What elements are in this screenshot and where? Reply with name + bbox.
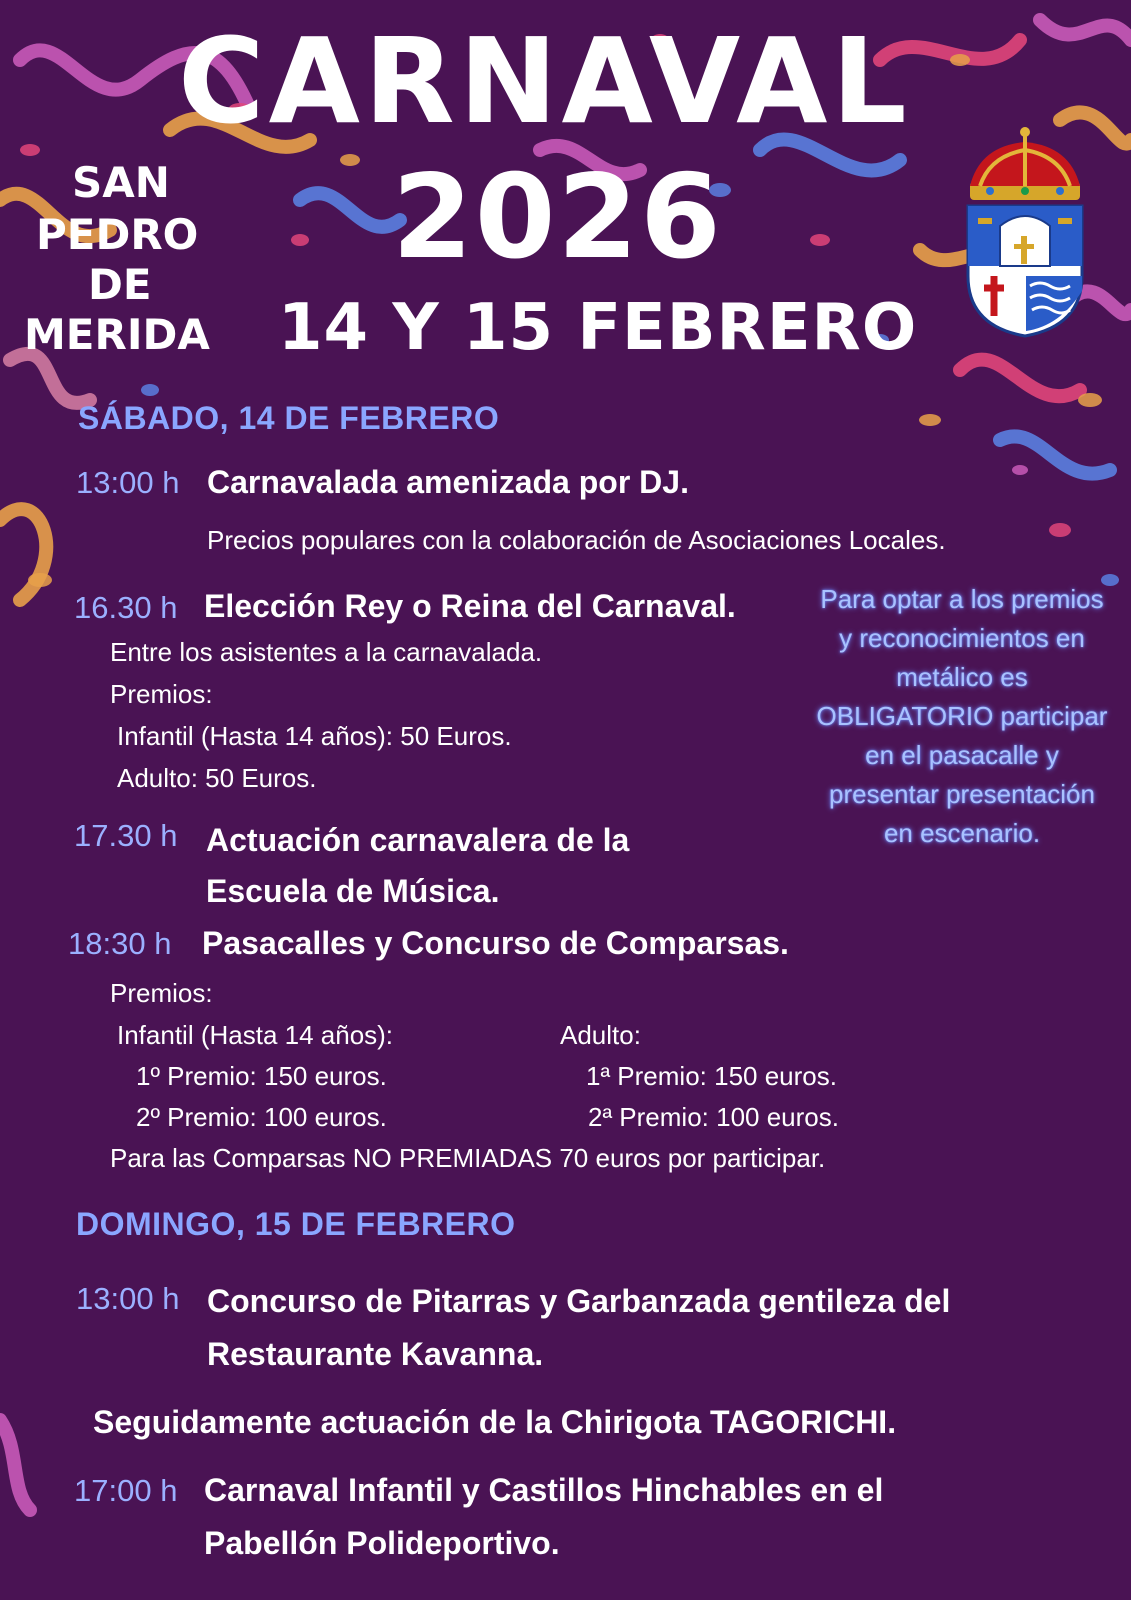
prize-item: 2º Premio: 100 euros. (136, 1102, 387, 1132)
prize-item: 1ª Premio: 150 euros. (586, 1061, 837, 1091)
event-detail: Entre los asistentes a la carnavalada. (110, 637, 543, 667)
prize-requirement-note: Para optar a los premios y reconocimientos en metálico es OBLIGATORIO participar en el pasacalle y presentar presentación en escenario. (816, 584, 1108, 848)
poster-title: CARNAVAL (178, 12, 911, 150)
event-detail: Adulto: 50 Euros. (117, 763, 317, 793)
event-title: Restaurante Kavanna. (207, 1336, 544, 1372)
coat-of-arms-icon (960, 126, 1090, 340)
event-time: 13:00 h (76, 465, 180, 500)
saturday-heading: SÁBADO, 14 DE FEBRERO (78, 400, 500, 436)
prize-item: 2ª Premio: 100 euros. (588, 1102, 839, 1132)
event-time: 18:30 h (68, 926, 172, 961)
event-title: Pabellón Polideportivo. (204, 1525, 560, 1561)
event-title: Escuela de Música. (206, 873, 500, 909)
event-detail: Premios: (110, 679, 213, 709)
event-time: 16.30 h (74, 590, 178, 625)
town-line-3: DE (88, 260, 152, 309)
poster-year: 2026 (392, 150, 723, 285)
non-awarded-note: Para las Comparsas NO PREMIADAS 70 euros por participar. (110, 1143, 826, 1173)
prize-category: Infantil (Hasta 14 años): (117, 1020, 394, 1050)
event-time: 17.30 h (74, 818, 178, 853)
event-title: Concurso de Pitarras y Garbanzada gentileza del (207, 1283, 951, 1319)
event-title: Pasacalles y Concurso de Comparsas. (202, 925, 789, 961)
prize-item: 1º Premio: 150 euros. (136, 1061, 387, 1091)
sunday-heading: DOMINGO, 15 DE FEBRERO (76, 1206, 516, 1242)
prizes-label: Premios: (110, 978, 213, 1008)
event-time: 13:00 h (76, 1281, 180, 1316)
prize-category: Adulto: (560, 1020, 641, 1050)
event-detail: Precios populares con la colaboración de Asociaciones Locales. (207, 525, 946, 555)
event-title: Elección Rey o Reina del Carnaval. (204, 588, 736, 624)
event-title: Carnaval Infantil y Castillos Hinchables en el (204, 1472, 884, 1508)
town-line-4: MERIDA (24, 310, 210, 359)
event-title: Actuación carnavalera de la (206, 822, 630, 858)
event-title: Carnavalada amenizada por DJ. (207, 464, 689, 500)
town-line-1: SAN (72, 158, 170, 207)
poster-dates: 14 Y 15 FEBRERO (278, 291, 918, 365)
event-title: Seguidamente actuación de la Chirigota TAGORICHI. (93, 1404, 897, 1440)
town-line-2: PEDRO (36, 210, 199, 259)
event-time: 17:00 h (74, 1473, 178, 1508)
event-detail: Infantil (Hasta 14 años): 50 Euros. (117, 721, 512, 751)
